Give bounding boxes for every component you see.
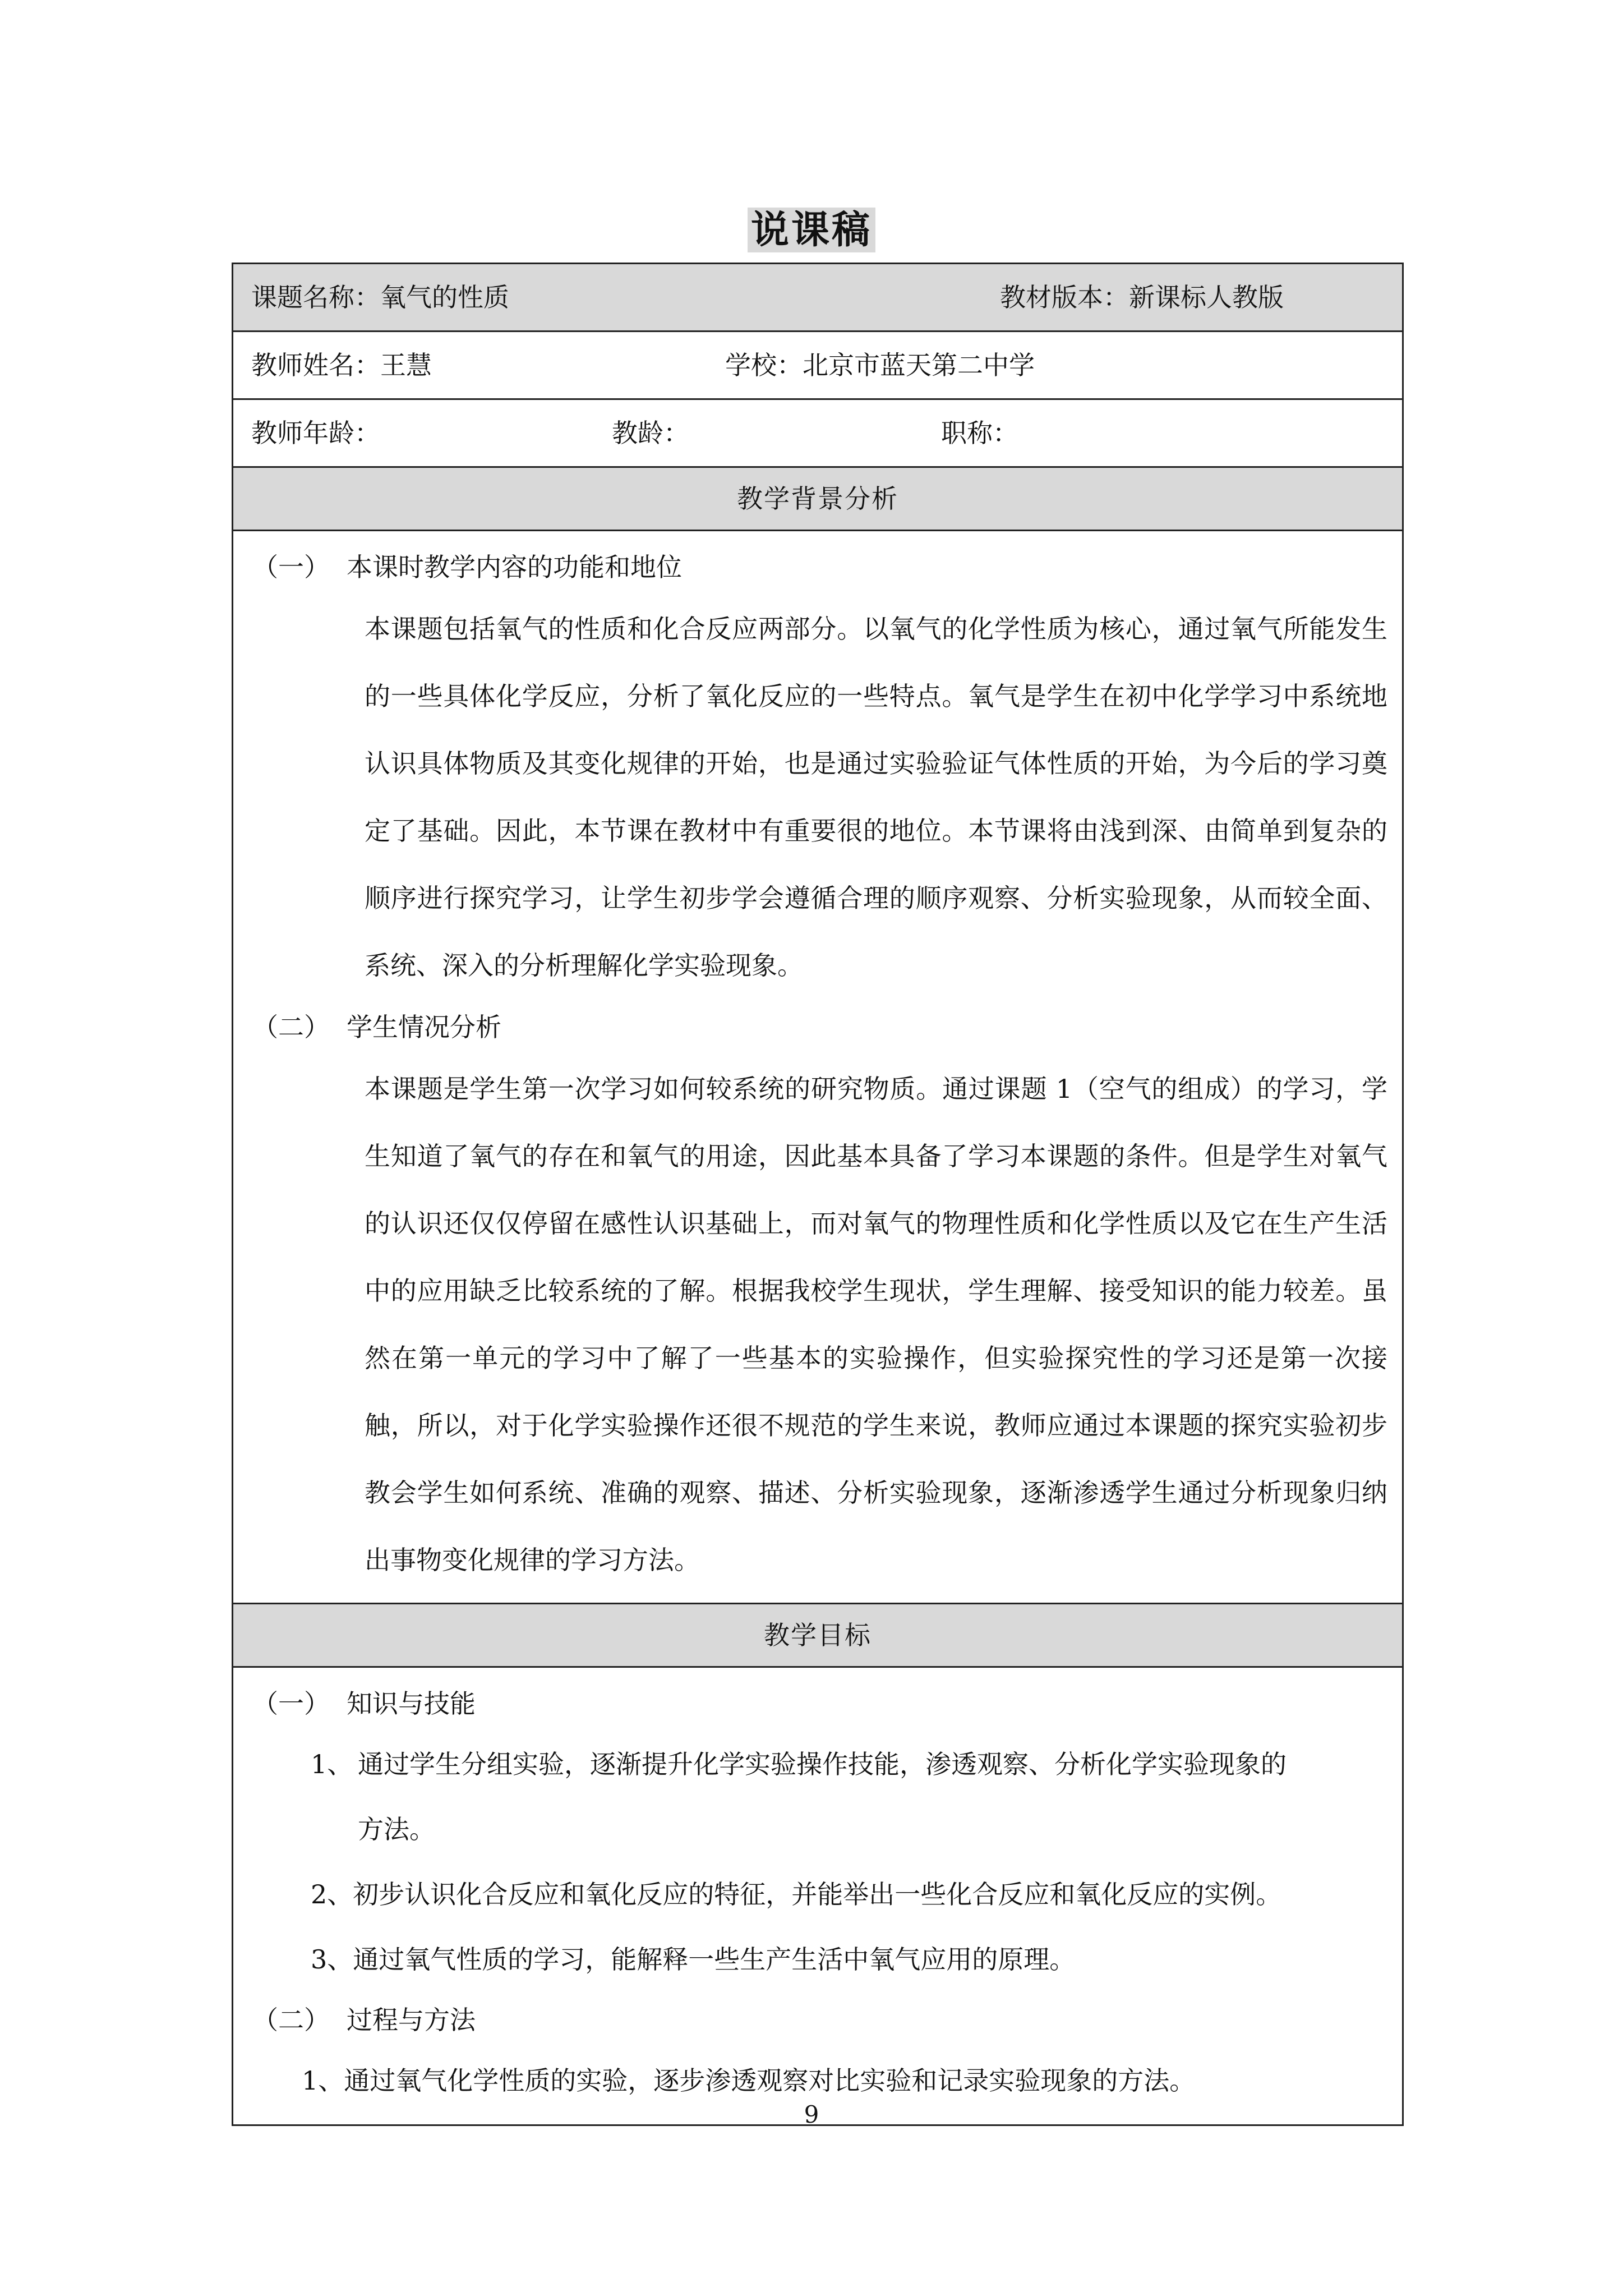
school-field [725,332,1035,398]
school-label: 学校： [725,350,803,380]
objectives-part1-title: 知识与技能 [347,1688,476,1719]
background-part2-number: （二） [252,1012,330,1042]
textbook-field [1000,264,1284,330]
objectives-header-row [233,1604,1403,1667]
background-header-row [233,467,1403,531]
objective-item-1-number: 1、 [311,1749,353,1779]
topic-row [233,264,1403,332]
background-content [233,531,1403,1604]
objectives-part2-number: （二） [252,2005,330,2035]
textbook-value: 新课标人教版 [1129,282,1284,312]
teacher-value: 王慧 [380,350,432,380]
objective-item-4-text: 通过氧气化学性质的实验，逐步渗透观察对比实验和记录实验现象的方法。 [344,2065,1196,2096]
objective-item-1-text: 通过学生分组实验，逐渐提升化学实验操作技能，渗透观察、分析化学实验现象的 [358,1749,1287,1779]
objective-item-2 [252,1862,1387,1927]
background-part2-title: 学生情况分析 [347,1012,501,1042]
objectives-part2-title: 过程与方法 [347,2005,476,2035]
objective-item-3-text: 通过氧气性质的学习，能解释一些生产生活中氧气应用的原理。 [353,1944,1076,1975]
topic-value: 氧气的性质 [380,282,509,312]
objective-item-2-number: 2、 [311,1879,353,1910]
objectives-content [233,1667,1403,2125]
background-part1-title: 本课时教学内容的功能和地位 [347,552,682,582]
teacher-row [233,332,1403,399]
objectives-part1-heading [252,1676,1387,1732]
background-part2-heading [252,999,1387,1055]
objective-item-1 [252,1732,1387,1862]
age-label: 教师年龄： [251,418,380,448]
page-title-text: 说课稿 [748,208,875,252]
background-part1-number: （一） [252,552,330,582]
topic-label: 课题名称： [251,282,380,312]
objective-item-1-continuation: 方法。 [358,1814,435,1844]
school-value: 北京市蓝天第二中学 [803,350,1035,380]
background-part2-paragraph: 本课题是学生第一次学习如何较系统的研究物质。通过课题 1（空气的组成）的学习，学生知道了氧气的存在和氧气的用途，因此基本具备了学习本课题的条件。但是学生对氧气的认识还仅仅停留在感性认识基础上，而对氧气的物理性质和化学性质以及它在生产生活中的应用缺乏比较系统的了解。根据我校学生现状，学生理解、接受知识的能力较差。虽然在第一单元的学习中了解了一些基本的实验操作，但实验探究性的学习还是第一次接触，所以，对于化学实验操作还很不规范的学生来说，教师应通过本课题的探究实验初步教会学生如何系统、准确的观察、描述、分析实验现象，逐渐渗透学生通过分析现象归纳出事物变化规律的学习方法。 [365,1074,1387,1575]
objectives-part1-number: （一） [252,1688,330,1719]
background-header: 教学背景分析 [737,484,898,514]
page-number: 9 [804,2101,819,2128]
objectives-header: 教学目标 [764,1620,872,1650]
background-part1-heading [252,539,1387,595]
age-row [233,399,1403,467]
objective-item-3-number: 3、 [311,1944,353,1975]
background-part1-paragraph: 本课题包括氧气的性质和化合反应两部分。以氧气的化学性质为核心，通过氧气所能发生的一些具体化学反应，分析了氧化反应的一些特点。氧气是学生在初中化学学习中系统地认识具体物质及其变化规律的开始，也是通过实验验证气体性质的开始，为今后的学习奠定了基础。因此，本节课在教材中有重要很的地位。本节课将由浅到深、由简单到复杂的顺序进行探究学习，让学生初步学会遵循合理的顺序观察、分析实验现象，从而较全面、系统、深入的分析理解化学实验现象。 [365,614,1387,981]
teacher-field [251,332,432,398]
textbook-label: 教材版本： [1000,282,1129,312]
objective-item-2-text: 初步认识化合反应和氧化反应的特征，并能举出一些化合反应和氧化反应的实例。 [353,1879,1282,1910]
job-title-label: 职称： [941,418,1018,448]
page-title [0,205,1623,255]
lesson-table [232,263,1404,2126]
teaching-years-label: 教龄： [612,418,689,448]
objective-item-4-number: 1、 [302,2065,344,2096]
teacher-label: 教师姓名： [251,350,380,380]
topic-field [251,264,509,330]
objectives-part2-heading [252,1992,1387,2048]
objective-item-3 [252,1927,1387,1992]
